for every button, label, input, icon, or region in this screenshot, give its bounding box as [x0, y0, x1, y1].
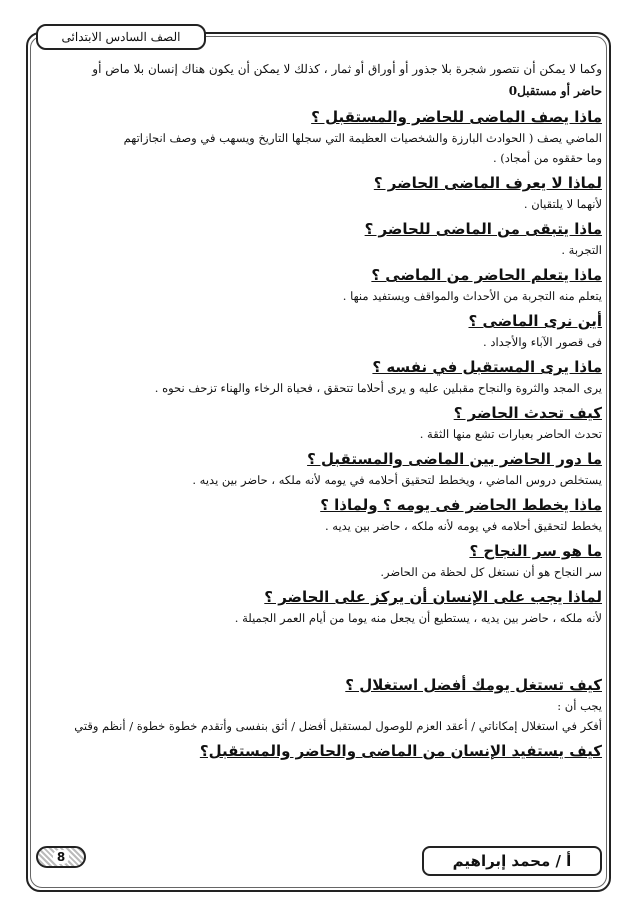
- question: كيف تحدث الحاضر ؟: [453, 404, 602, 422]
- question: ما هو سر النجاح ؟: [469, 542, 602, 560]
- answer: يرى المجد والثروة والنجاح مقبلين عليه و يرى أحلاما تتحقق ، فحياة الرخاء والهناء تزحف نحوه .: [154, 381, 602, 395]
- answer: أفكر في استغلال إمكاناتي / أعقد العزم للوصول لمستقبل أفضل / أثق بنفسى وأتقدم خطوة خطوة / أنظم وقتي: [74, 719, 602, 733]
- question: أين نرى الماضى ؟: [468, 312, 602, 330]
- page-number: [36, 846, 86, 868]
- answer: لأنه ملكه ، حاضر بين يديه ، يستطيع أن يجعل منه يوما من أيام العمر الجميلة .: [234, 611, 602, 625]
- answer: لأنهما لا يلتقيان .: [523, 197, 602, 211]
- grade-label: الصف السادس الابتدائى: [36, 24, 206, 50]
- question: ماذا يتعلم الحاضر من الماضى ؟: [371, 266, 602, 284]
- question: كيف تستغل يومك أفضل استغلال ؟: [345, 676, 602, 694]
- question: ماذا يرى المستقبل في نفسه ؟: [372, 358, 602, 376]
- question: لماذا يجب على الإنسان أن يركز على الحاضر ؟: [264, 588, 602, 606]
- question: ماذا يخطط الحاضر فى يومه ؟ ولماذا ؟: [320, 496, 602, 514]
- question: ماذا يتبقى من الماضى للحاضر ؟: [364, 220, 602, 238]
- intro-line-1: وكما لا يمكن أن نتصور شجرة بلا جذور أو أوراق أو ثمار ، كذلك لا يمكن أن يكون هناك إنسان بلا ماض أو: [92, 62, 602, 76]
- question: ماذا يصف الماضى للحاضر والمستقبل ؟: [311, 108, 602, 126]
- question: لماذا لا يعرف الماضى الحاضر ؟: [373, 174, 602, 192]
- answer: فى قصور الآباء والأجداد .: [483, 335, 602, 349]
- qa-list-2: [52, 674, 602, 762]
- question: ما دور الحاضر بين الماضى والمستقبل ؟: [307, 450, 602, 468]
- answer: التجربة .: [561, 243, 602, 257]
- qa-list: [52, 106, 602, 628]
- answer: يخطط لتحقيق أحلامه في يومه لأنه ملكه ، حاضر بين يديه .: [324, 519, 602, 533]
- spacer: [52, 628, 602, 670]
- intro-line-2: حاضر أو مستقبل0: [508, 84, 602, 98]
- answer: سر النجاح هو أن نستغل كل لحظة من الحاضر.: [380, 565, 602, 579]
- question: كيف يستفيد الإنسان من الماضى والحاضر والمستقبل؟: [199, 742, 602, 760]
- document-body: [52, 58, 602, 762]
- answer: يستخلص دروس الماضي ، ويخطط لتحقيق أحلامه في يومه لأنه ملكه ، حاضر بين يديه .: [192, 473, 602, 487]
- answer: يجب أن :: [557, 699, 602, 713]
- answer: الماضي يصف ( الحوادث البارزة والشخصيات العظيمة التي سجلها التاريخ ويسهب في وصف انجازاتهم: [123, 131, 602, 145]
- answer: تحدث الحاضر بعبارات تشع منها الثقة .: [419, 427, 602, 441]
- page-number-text: 8: [53, 850, 69, 864]
- answer: وما حققوه من أمجاد) .: [492, 151, 602, 165]
- answer: يتعلم منه التجربة من الأحداث والمواقف ويستفيد منها .: [342, 289, 602, 303]
- author-label: أ / محمد إبراهيم: [422, 846, 602, 876]
